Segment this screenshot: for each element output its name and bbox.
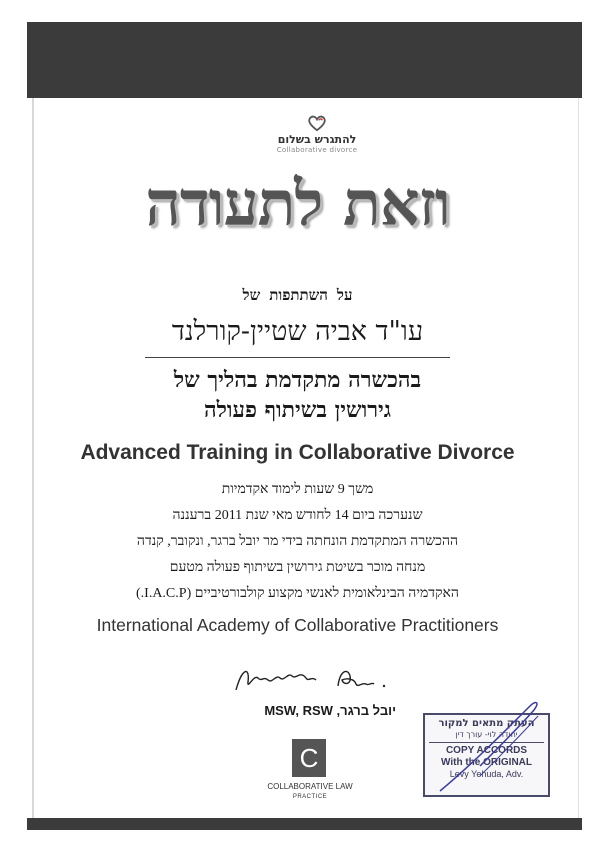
detail-line-instructor: ההכשרה המתקדמת הונחתה בידי מר יובל ברגר, ונקובר, קנדה	[136, 534, 459, 549]
stamp-english-line-2: With the ORIGINAL	[440, 757, 532, 768]
signer-name: יובל ברגר, MSW, RSW	[264, 703, 396, 718]
academy-english-name: International Academy of Collaborative Practitioners	[96, 615, 499, 635]
training-line-1: בהכשרה מתקדמת בהליך של	[173, 367, 422, 393]
stamp-hebrew-line-1: העתק מתאים למקור	[438, 718, 535, 729]
english-training-title: Advanced Training in Collaborative Divorce	[80, 441, 515, 464]
clp-line-1: COLLABORATIVE LAW	[267, 782, 353, 791]
bottom-dark-band	[27, 818, 582, 830]
stamp-hebrew-line-2: יהודה לוי- עורך דין	[455, 730, 518, 739]
name-underline	[145, 357, 450, 358]
clp-line-2: PRACTICE	[292, 794, 328, 800]
heart-icon	[306, 114, 328, 132]
collaborative-law-logo-mark: C	[292, 739, 326, 777]
top-dark-band	[27, 22, 582, 98]
logo-hebrew-text: להתגרש בשלום	[277, 133, 357, 146]
certificate-title: וזאת לתעודה	[145, 167, 450, 240]
stamp-english-line-3: Levy Yehuda, Adv.	[449, 769, 524, 779]
collaborative-divorce-logo	[262, 114, 372, 155]
stamp-english-line-1: COPY ACCORDS	[445, 745, 528, 756]
logo-english-text: Collaborative divorce	[276, 146, 358, 154]
recipient-name: עו"ד אביה שטיין-קורלנד	[171, 316, 424, 347]
detail-line-academy: האקדמיה הבינלאומית לאנשי מקצוע קולבורטיביים (I.A.C.P.)	[135, 586, 459, 601]
detail-line-date: שנערכה ביום 14 לחודש מאי שנת 2011 ברעננה	[172, 508, 423, 523]
participation-text: על השתתפות של	[242, 286, 353, 304]
detail-line-accredited: מנחה מוכר בשיטת גירושין בשיתוף פעולה מטעם	[169, 560, 426, 575]
detail-line-hours: משך 9 שעות לימוד אקדמיות	[221, 482, 374, 497]
training-line-2: גירושין בשיתוף פעולה	[203, 397, 392, 423]
stamp-signature-scribble	[420, 696, 550, 796]
collaborative-law-logo-text	[230, 782, 390, 802]
handwritten-signature	[228, 660, 398, 700]
